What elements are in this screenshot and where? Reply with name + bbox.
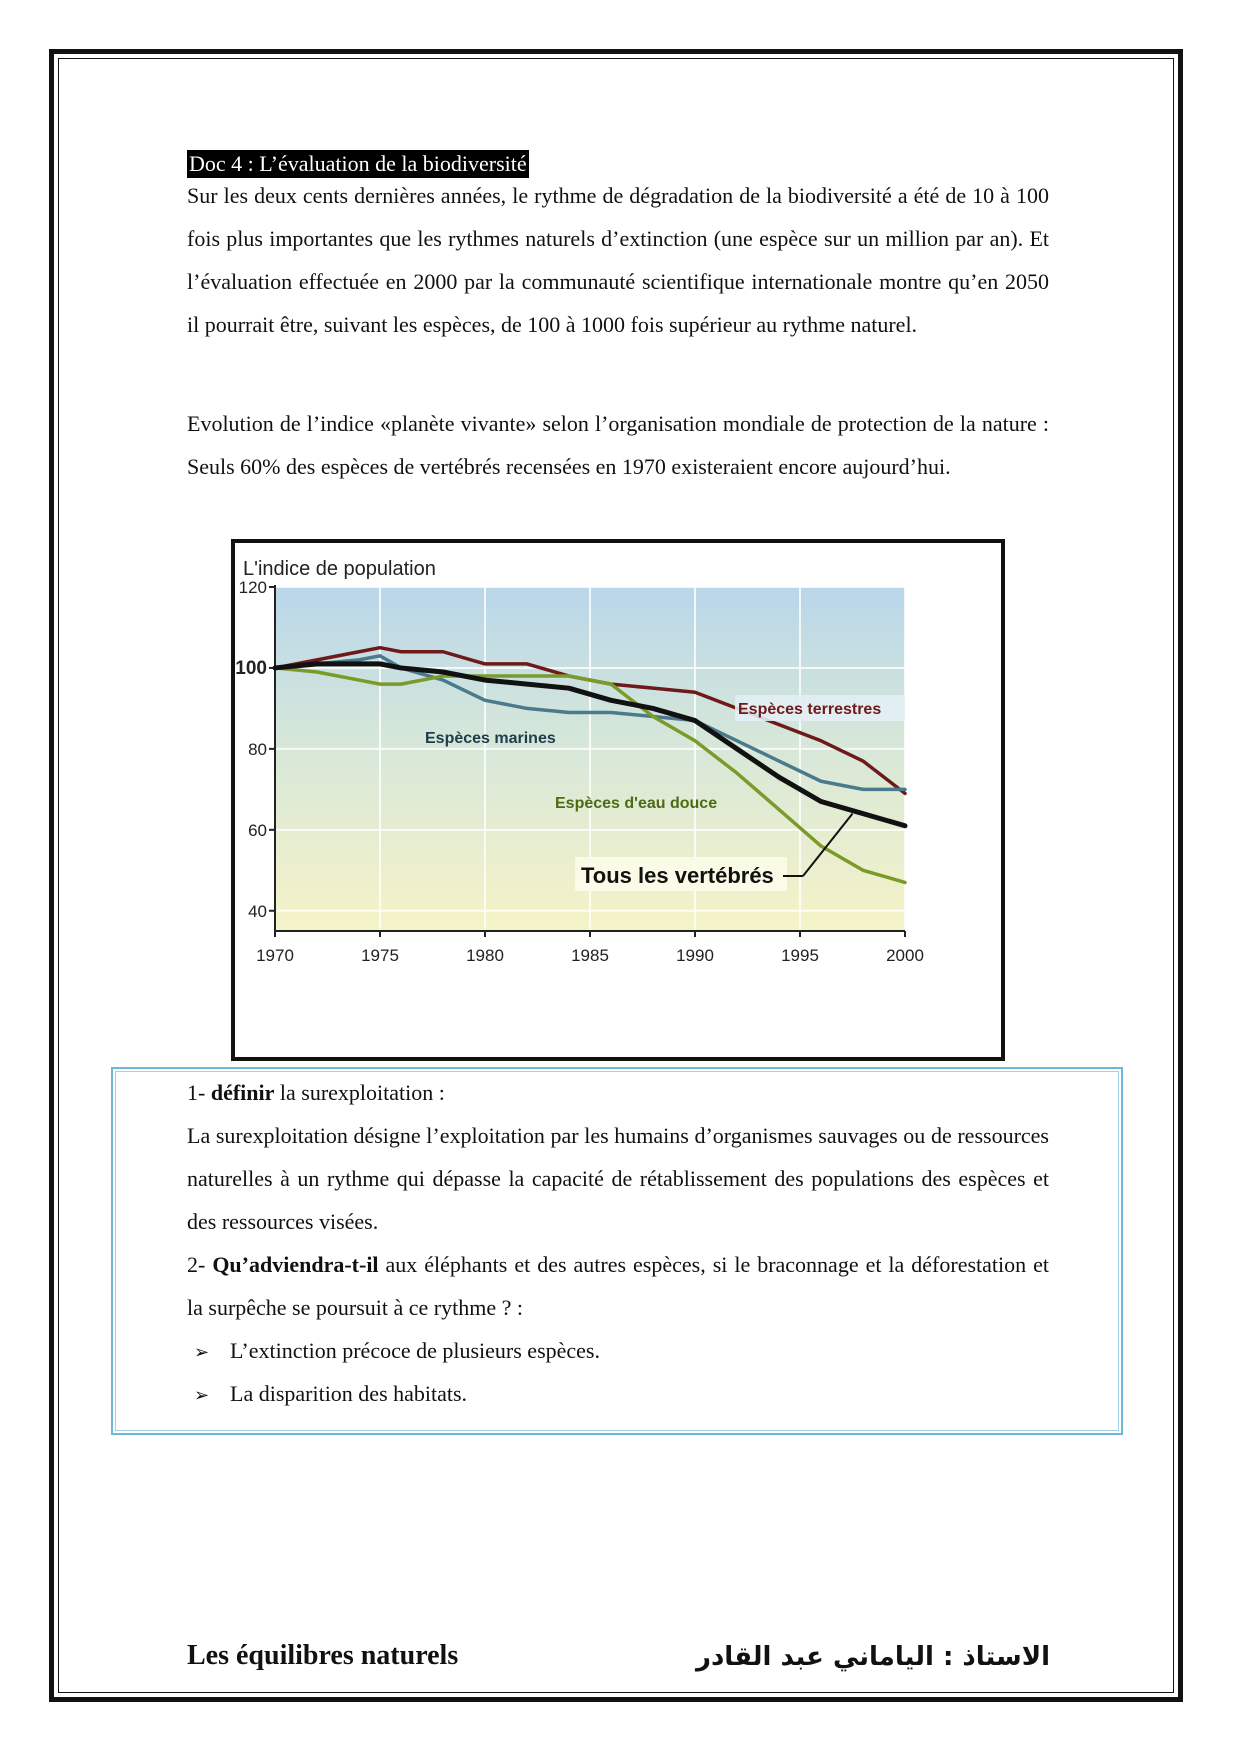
series-label-tous-vertebres: Tous les vertébrés [581,863,774,888]
chart-svg [235,543,1001,1057]
answer-2-bullet-2 [194,1372,467,1417]
x-tick-label: 1985 [571,946,609,965]
question-2-number: 2- [187,1252,213,1277]
series-label-terrestres: Espèces terrestres [738,701,882,718]
arrow-bullet-icon: ➢ [194,1385,210,1406]
y-tick-label: 40 [248,901,267,921]
footer-course-title: Les équilibres naturels [187,1640,459,1671]
y-tick-label: 60 [248,820,267,840]
y-tick-label: 120 [238,578,267,597]
question-1-number: 1- [187,1080,211,1105]
answer-2-bullet-2-text: La disparition des habitats. [230,1381,468,1406]
x-tick-label: 1980 [466,946,504,965]
y-tick-label: 80 [248,739,267,759]
answer-1: La surexploitation désigne l’exploitation par les humains d’organismes sauvages ou de ressources naturelles à un rythme qui dépasse la capacité de rétablissement des populations des espèces et des ressources visées. [187,1123,1049,1234]
arrow-bullet-icon: ➢ [194,1342,210,1363]
question-1 [187,1071,1049,1114]
doc-heading: Doc 4 : L’évaluation de la biodiversité [189,151,527,176]
x-tick-label: 1975 [361,946,399,965]
population-index-chart [231,539,1005,1061]
question-2-keyword: Qu’adviendra-t-il [212,1252,379,1277]
answer-2-bullet-1 [194,1329,600,1374]
footer-teacher-name: الاستاذ : الياماني عبد القادر [696,1642,1050,1672]
series-label-eau-douce: Espèces d'eau douce [555,795,718,812]
question-1-text: la surexploitation : [274,1080,445,1105]
series-label-marines: Espèces marines [425,730,556,747]
x-tick-label: 1990 [676,946,714,965]
doc-paragraph-1: Sur les deux cents dernières années, le rythme de dégradation de la biodiversité a été de 10 à 100 fois plus importantes que les rythmes naturels d’extinction (une espèce sur un million par an). Et l’évaluation effectuée en 2000 par la communauté scientifique internationale montre qu’en 2050 il pourrait être, suivant les espèces, de 100 à 1000 fois supérieur au rythme naturel. [187,183,1049,337]
doc-paragraph-2: Evolution de l’indice «planète vivante» selon l’organisation mondiale de protection de la nature : Seuls 60% des espèces de vertébrés recensées en 1970 existeraient encore aujourd’hui. [187,411,1049,479]
chart-title: L'indice de population [243,558,436,580]
x-tick-label: 2000 [886,946,924,965]
y-tick-label: 100 [235,657,267,679]
x-tick-label: 1970 [256,946,294,965]
question-2 [187,1243,1049,1329]
question-2-text: aux éléphants et des autres espèces, si le braconnage et la déforestation et la surpêche se poursuit à ce rythme ? : [187,1252,1049,1320]
x-tick-label: 1995 [781,946,819,965]
answer-2-bullet-1-text: L’extinction précoce de plusieurs espèces. [230,1338,600,1363]
question-1-keyword: définir [210,1080,275,1105]
